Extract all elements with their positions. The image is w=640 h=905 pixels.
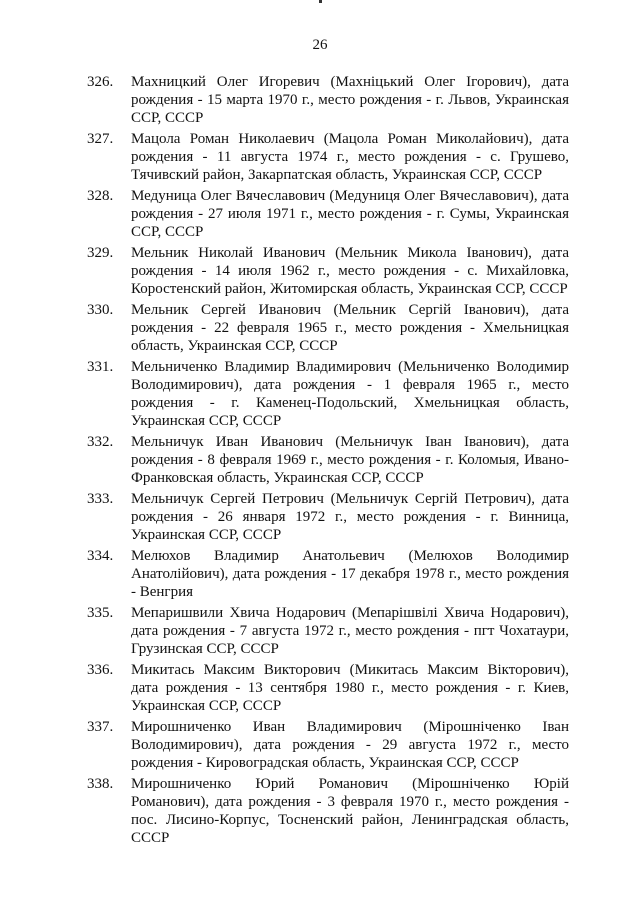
entry-number: 337. — [87, 719, 114, 735]
list-item — [87, 490, 569, 544]
entry-text: Мепаришвили Хвича Нодарович (Мепарішвілі Хвича Нодарович), дата рождения - 7 августа 1972 г., место рождения - пгт Чохатаури, Грузинская ССР, СССР — [131, 605, 569, 657]
list-item — [87, 358, 569, 430]
entry-text: Мирошниченко Иван Владимирович (Мірошніченко Іван Володимирович), дата рождения - 29 августа 1972 г., место рождения - Кировоградская область, Украинская ССР, СССР — [131, 719, 569, 771]
person-list — [87, 73, 569, 850]
entry-number: 327. — [87, 131, 114, 147]
list-item — [87, 775, 569, 847]
entry-number: 328. — [87, 188, 114, 204]
entry-number: 326. — [87, 74, 114, 90]
entry-text: Мельник Николай Иванович (Мельник Микола Іванович), дата рождения - 14 июля 1962 г., место рождения - с. Михайловка, Коростенский район, Житомирская область, Украинская ССР, СССР — [131, 245, 569, 297]
list-item — [87, 433, 569, 487]
list-item — [87, 661, 569, 715]
page-number: 26 — [312, 37, 328, 53]
entry-text: Микитась Максим Викторович (Микитась Максим Вікторович), дата рождения - 13 сентября 1980 г., место рождения - г. Киев, Украинская ССР, СССР — [131, 662, 569, 714]
entry-text: Мирошниченко Юрий Романович (Мірошніченко Юрій Романович), дата рождения - 3 февраля 1970 г., место рождения - пос. Лисино-Корпус, Тосненский район, Ленинградская область, СССР — [131, 776, 569, 846]
entry-text: Мельничук Иван Иванович (Мельничук Іван Іванович), дата рождения - 8 февраля 1969 г., место рождения - г. Коломыя, Ивано-Франковская область, Украинская ССР, СССР — [131, 434, 569, 486]
entry-number: 329. — [87, 245, 114, 261]
list-item — [87, 73, 569, 127]
entry-text: Мельничук Сергей Петрович (Мельничук Сергій Петрович), дата рождения - 26 января 1972 г., место рождения - г. Винница, Украинская ССР, СССР — [131, 491, 569, 543]
list-item — [87, 187, 569, 241]
entry-number: 334. — [87, 548, 114, 564]
entry-text: Мацола Роман Николаевич (Мацола Роман Миколайович), дата рождения - 11 августа 1974 г., место рождения - с. Грушево, Тячивский район, Закарпатская область, Украинская ССР, СССР — [131, 131, 569, 183]
list-item — [87, 244, 569, 298]
list-item — [87, 301, 569, 355]
list-item — [87, 130, 569, 184]
entry-text: Мельник Сергей Иванович (Мельник Сергій Іванович), дата рождения - 22 февраля 1965 г., место рождения - Хмельницкая область, Украинская ССР, СССР — [131, 302, 569, 354]
entry-number: 336. — [87, 662, 114, 678]
entry-number: 335. — [87, 605, 114, 621]
entry-number: 330. — [87, 302, 114, 318]
entry-text: Мелюхов Владимир Анатольевич (Мелюхов Володимир Анатолійович), дата рождения - 17 декабря 1978 г., место рождения - Венгрия — [131, 548, 569, 600]
list-item — [87, 718, 569, 772]
entry-text: Мельниченко Владимир Владимирович (Мельниченко Володимир Володимирович), дата рождения - 1 февраля 1965 г., место рождения - г. Каменец-Подольский, Хмельницкая область, Украинская ССР, СССР — [131, 359, 569, 429]
scan-mark — [319, 0, 322, 3]
entry-number: 332. — [87, 434, 114, 450]
entry-number: 333. — [87, 491, 114, 507]
entry-number: 338. — [87, 776, 114, 792]
list-item — [87, 604, 569, 658]
entry-number: 331. — [87, 359, 114, 375]
entry-text: Медуница Олег Вячеславович (Медуниця Олег Вячеславович), дата рождения - 27 июля 1971 г., место рождения - г. Сумы, Украинская ССР, СССР — [131, 188, 569, 240]
entry-text: Махницкий Олег Игоревич (Махніцький Олег Ігорович), дата рождения - 15 марта 1970 г., место рождения - г. Львов, Украинская ССР, СССР — [131, 74, 569, 126]
list-item — [87, 547, 569, 601]
